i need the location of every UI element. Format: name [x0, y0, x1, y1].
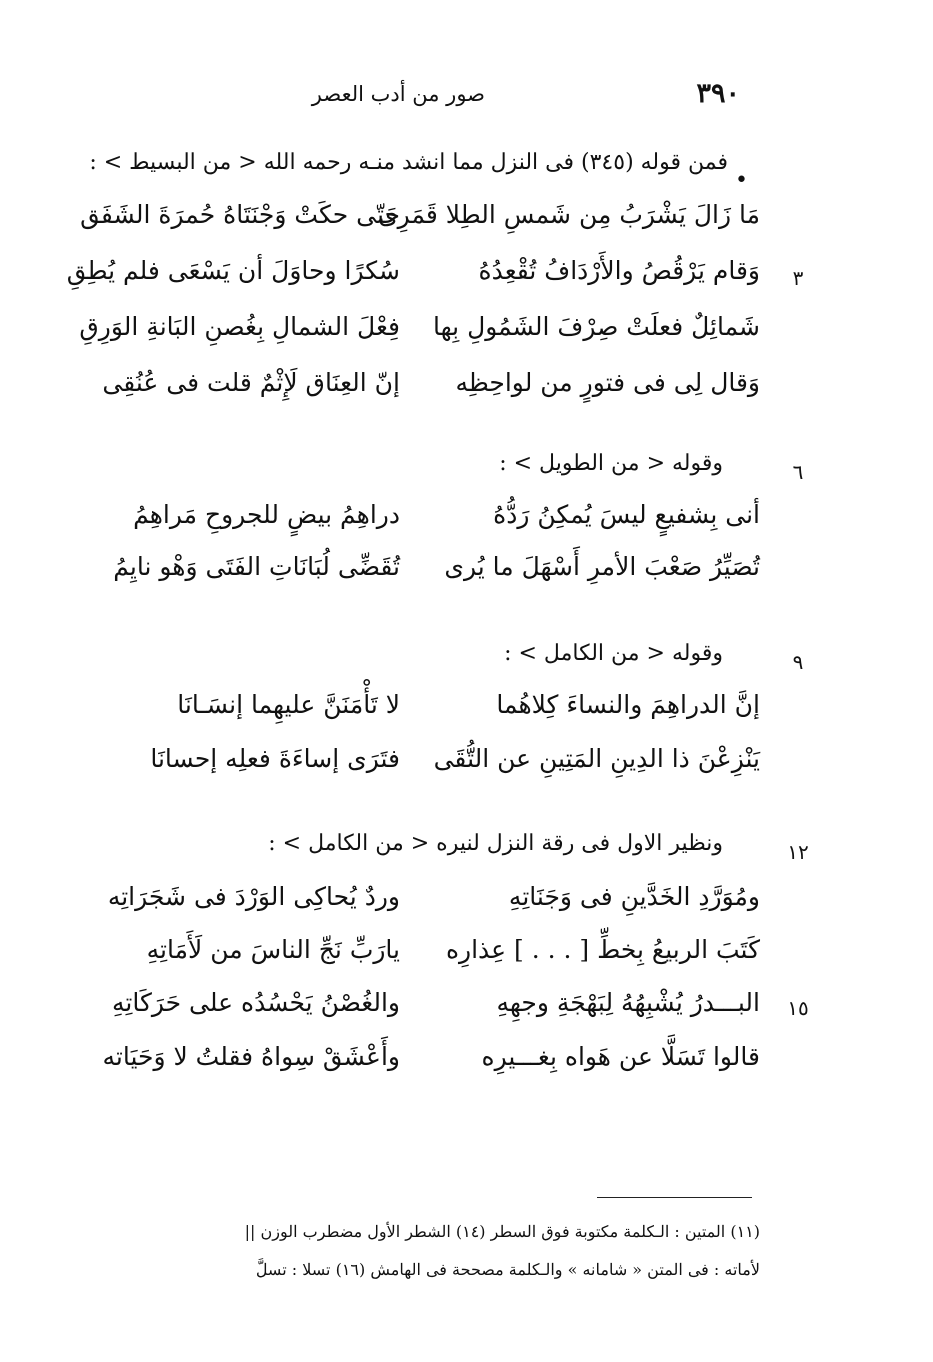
- verse-line: [70, 988, 760, 1032]
- running-title: صور من أدب العصر: [311, 82, 485, 106]
- verse-line: [70, 690, 760, 734]
- verse-second-hemistich: إنّ العِنَاق لَإِثْمٌ قلت فى عُنُقِى: [102, 368, 400, 397]
- verse-first-hemistich: وَقام يَرْقُصُ والأَرْدَافُ تُقْعِدُهُ: [478, 256, 760, 285]
- section-intro: ونظير الاول فى رقة النزل لنيره < من الكامل > :: [268, 831, 723, 856]
- verse-second-hemistich: فِعْلَ الشمالِ بِغُصنِ البَانةِ الوَرِقِ: [79, 312, 400, 341]
- verse-second-hemistich: دراهِمُ بيضٍ للجروحِ مَراهِمُ: [133, 500, 400, 529]
- page-number: ٣٩٠: [696, 78, 740, 109]
- verse-line: [70, 882, 760, 926]
- verse-first-hemistich: يَنْزِعْنَ ذا الدِينِ المَتِينِ عن التُّقَى: [433, 744, 760, 773]
- verse-line: [70, 200, 760, 244]
- verse-line: [70, 368, 760, 412]
- verse-first-hemistich: شَمائِلٌ فعلَتْ صِرْفَ الشَمُولِ بِها: [433, 312, 760, 341]
- verse-second-hemistich: لا تَأْمَنَنَّ عليهِما إنسَـانَا: [177, 690, 400, 719]
- verse-second-hemistich: تُقَضِّى لُبَانَاتِ الفَتَى وَهْو نايِمُ: [113, 552, 400, 581]
- line-number: ١٥: [787, 996, 809, 1020]
- verse-line: [66, 256, 760, 300]
- verse-second-hemistich: وأَعْشَقْ سِواهُ فقلتُ لا وَحَيَاته: [102, 1042, 400, 1071]
- verse-second-hemistich: سُكرًا وحاوَلَ أن يَسْعَى فلم يُطِقِ: [66, 256, 400, 285]
- verse-first-hemistich: أنى بِشفيعٍ ليسَ يُمكِنُ رَدُّهُ: [493, 500, 760, 529]
- verse-first-hemistich: إنَّ الدراهِمَ والنساءَ كِلاهُما: [496, 690, 760, 719]
- section-intro: فمن قوله (٣٤٥) فى النزل مما انشد منـه رحمه الله < من البسيط > :: [89, 150, 728, 175]
- verse-line: [70, 552, 760, 596]
- verse-second-hemistich: وردٌ يُحاكِى الوَرْدَ فى شَجَرَاتِه: [107, 882, 400, 911]
- footnote-line: لأماته : فى المتن « شامانه » والـكلمة مصححة فى الهامش (١٦) تسلا : تسلَّ: [255, 1260, 760, 1279]
- verse-first-hemistich: ومُوَرَّدِ الخَدَّينِ فى وَجَنَاتِهِ: [508, 882, 760, 911]
- bullet-mark: •: [735, 168, 748, 193]
- verse-first-hemistich: البـــدرُ يُشْبِهُهُ لِبَهْجَةِ وجهِهِ: [496, 988, 760, 1017]
- verse-first-hemistich: قالوا تَسَلَّا عن هَواه بِغـــيرِه: [481, 1042, 760, 1071]
- line-number: ٩: [792, 650, 804, 674]
- verse-second-hemistich: فتَرَى إساءَةَ فعلِه إحسانَا: [150, 744, 400, 773]
- line-number: ٣: [792, 266, 804, 290]
- page-header: [311, 78, 740, 114]
- verse-first-hemistich: تُصَيِّرُ صَعْبَ الأمرِ أَسْهَلَ ما يُرى: [444, 552, 760, 581]
- verse-line: [70, 935, 760, 979]
- verse-first-hemistich: مَا زَالَ يَشْرَبُ مِن شَمسِ الطِلا قَمَرِى: [378, 200, 760, 229]
- verse-line: [70, 744, 760, 788]
- section-intro: وقوله < من الكامل > :: [504, 641, 723, 666]
- verse-first-hemistich: كَتَبَ الربيعُ بِخطِّ [ . . . ] عِذارِه: [445, 935, 760, 964]
- verse-second-hemistich: والغُصْنُ يَحْسُدُه على حَرَكَاتِهِ: [111, 988, 400, 1017]
- verse-line: [70, 312, 760, 356]
- verse-line: [70, 500, 760, 544]
- line-number: ١٢: [787, 840, 809, 864]
- verse-second-hemistich: حَتّى حكَتْ وَجْنَتَاهُ حُمرَةَ الشَفَق: [80, 200, 400, 229]
- verse-line: [70, 1042, 760, 1086]
- section-intro: وقوله < من الطويل > :: [499, 451, 723, 476]
- verse-first-hemistich: وَقال لِى فى فتورٍ من لواحِظِه: [455, 368, 760, 397]
- verse-second-hemistich: يارَبِّ نَجِّ الناسَ من لَأَمَاتِهِ: [146, 935, 400, 964]
- line-number: ٦: [792, 460, 804, 484]
- footnote-line: (١١) المتين : الـكلمة مكتوبة فوق السطر (١٤) الشطر الأول مضطرب الوزن ||: [244, 1222, 760, 1241]
- footnote-divider: [597, 1197, 752, 1198]
